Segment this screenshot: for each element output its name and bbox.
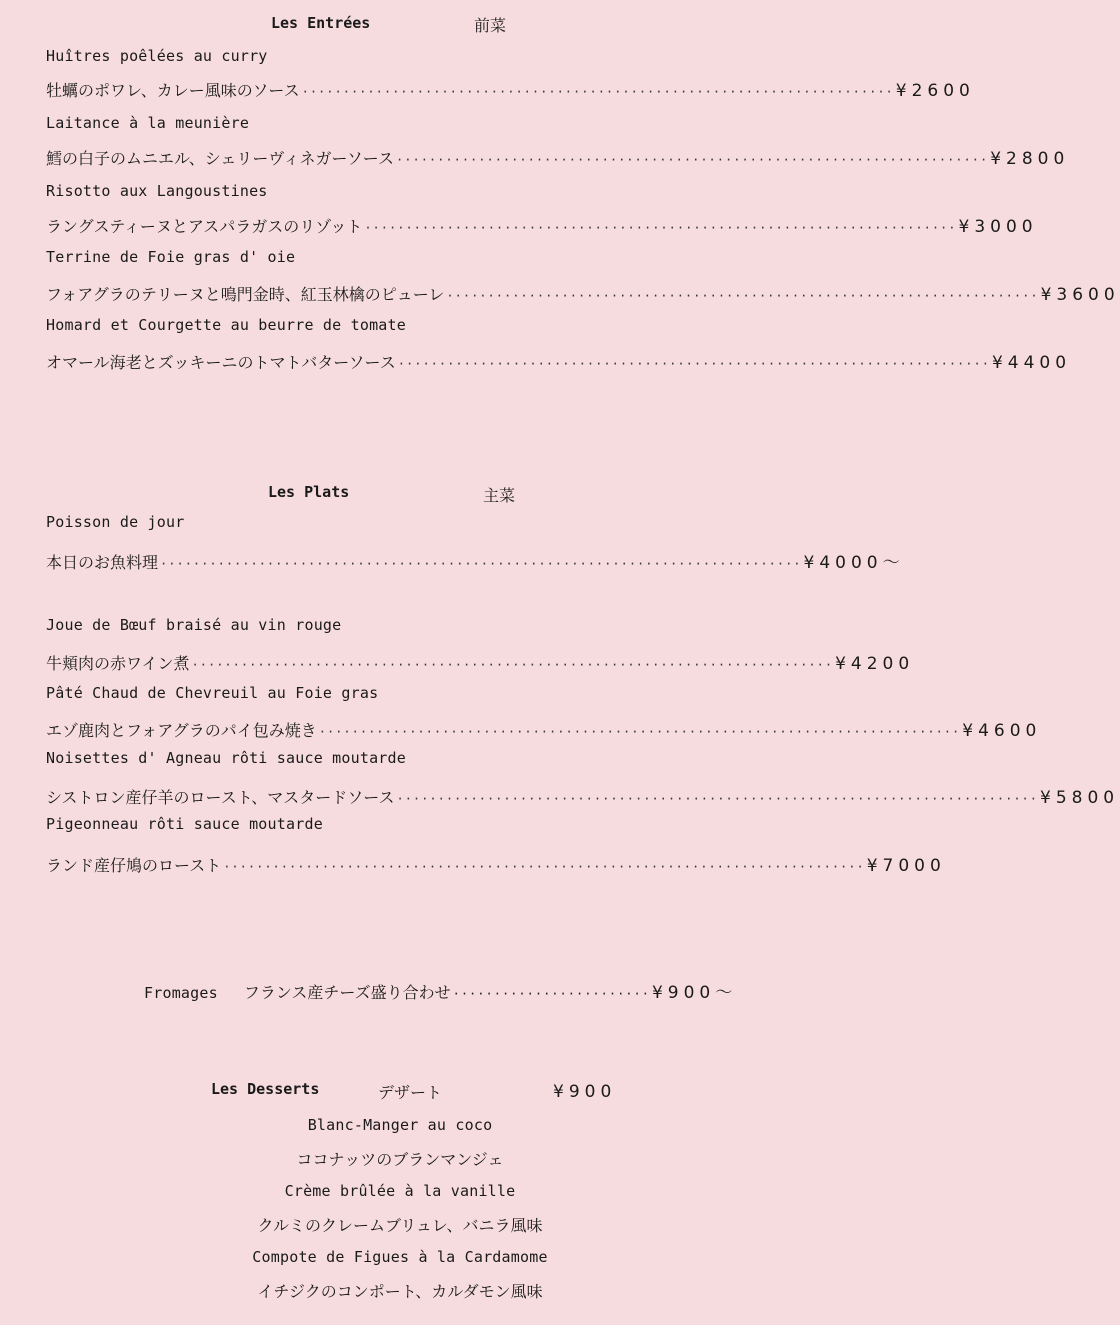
- plat-2-line: [46, 651, 915, 674]
- dessert-2-jp: クルミのクレームブリュレ、バニラ風味: [257, 1216, 543, 1235]
- leader-dots: ··············································································: [396, 792, 1039, 806]
- entree-5-line: [46, 350, 1072, 373]
- leader-dots: ··············································································: [160, 557, 802, 571]
- entree-2-jp: 鱈の白子のムニエル、シェリーヴィネガーソース: [46, 149, 395, 168]
- plat-2-jp: 牛頬肉の赤ワイン煮: [46, 654, 190, 673]
- leader-dots: ········································································: [396, 153, 989, 167]
- plat-1-line: [46, 548, 905, 573]
- fromages-line: [144, 978, 738, 1003]
- plat-4-jp: シストロン産仔羊のロースト、マスタードソース: [46, 788, 395, 807]
- dessert-1-fr: Blanc-Manger au coco: [307, 1116, 493, 1134]
- plats-title-fr: Les Plats: [268, 483, 350, 501]
- leader-dots: ········································································: [446, 289, 1039, 303]
- plat-3-price: ¥4600: [962, 721, 1042, 741]
- entrees-title-fr: Les Entrées: [271, 14, 371, 32]
- fromages-jp: フランス産チーズ盛り合わせ: [243, 983, 451, 1002]
- plat-2-fr: Joue de Bœuf braisé au vin rouge: [46, 616, 342, 634]
- dessert-3-fr: Compote de Figues à la Cardamome: [252, 1248, 548, 1266]
- plat-3-line: [46, 718, 1042, 741]
- dessert-1-jp: ココナッツのブランマンジェ: [296, 1150, 504, 1169]
- plat-5-jp: ランド産仔鳩のロースト: [46, 856, 222, 875]
- plat-4-price: ¥5800: [1040, 788, 1120, 808]
- leader-dots: ··············································································: [223, 860, 865, 874]
- plat-5-line: [46, 853, 946, 876]
- fromages-price: ¥900～: [651, 983, 738, 1003]
- plats-title-jp: 主菜: [483, 486, 516, 505]
- entree-3-jp: ラングスティーヌとアスパラガスのリゾット: [46, 217, 363, 236]
- plat-4-fr: Noisettes d' Agneau rôti sauce moutarde: [46, 749, 406, 767]
- leader-dots: ········································································: [397, 357, 990, 371]
- plat-5-fr: Pigeonneau rôti sauce moutarde: [46, 815, 323, 833]
- entree-3-price: ¥3000: [958, 217, 1038, 237]
- entree-2-fr: Laitance à la meunière: [46, 114, 250, 132]
- dessert-2-fr: Crème brûlée à la vanille: [284, 1182, 516, 1200]
- entree-3-fr: Risotto aux Langoustines: [46, 182, 268, 200]
- plat-1-jp: 本日のお魚料理: [46, 553, 159, 572]
- entree-4-jp: フォアグラのテリーヌと鳴門金時、紅玉林檎のピューレ: [46, 285, 445, 304]
- entree-3-line: [46, 214, 1038, 237]
- fromages-title-fr: Fromages: [144, 984, 218, 1002]
- leader-dots: ························: [452, 987, 650, 1001]
- dessert-3-jp: イチジクのコンポート、カルダモン風味: [257, 1282, 543, 1301]
- entree-4-price: ¥3600: [1040, 285, 1120, 305]
- entree-2-line: [46, 146, 1070, 169]
- entree-5-jp: オマール海老とズッキーニのトマトバターソース: [46, 353, 396, 372]
- entree-2-price: ¥2800: [990, 149, 1070, 169]
- desserts-title-fr: Les Desserts: [211, 1080, 320, 1098]
- plat-2-price: ¥4200: [835, 654, 915, 674]
- plat-5-price: ¥7000: [866, 856, 946, 876]
- desserts-title-jp: デザート: [378, 1083, 443, 1102]
- desserts-price: ¥900: [553, 1082, 617, 1102]
- plat-1-fr: Poisson de jour: [46, 513, 185, 531]
- entree-1-fr: Huîtres poêlées au curry: [46, 47, 268, 65]
- leader-dots: ········································································: [301, 85, 894, 99]
- entree-5-fr: Homard et Courgette au beurre de tomate: [46, 316, 406, 334]
- plat-4-line: [46, 785, 1120, 808]
- entree-5-price: ¥4400: [991, 353, 1072, 373]
- entree-1-jp: 牡蠣のポワレ、カレー風味のソース: [46, 81, 300, 100]
- plat-3-jp: エゾ鹿肉とフォアグラのパイ包み焼き: [46, 721, 317, 740]
- entree-4-line: [46, 282, 1120, 305]
- leader-dots: ··············································································: [191, 658, 834, 672]
- leader-dots: ··············································································: [318, 725, 961, 739]
- entree-1-line: [46, 78, 975, 101]
- leader-dots: ········································································: [364, 221, 957, 235]
- entree-4-fr: Terrine de Foie gras d' oie: [46, 248, 296, 266]
- entree-1-price: ¥2600: [895, 81, 975, 101]
- plat-3-fr: Pâté Chaud de Chevreuil au Foie gras: [46, 684, 379, 702]
- entrees-title-jp: 前菜: [474, 16, 507, 35]
- plat-1-price: ¥4000～: [803, 553, 905, 573]
